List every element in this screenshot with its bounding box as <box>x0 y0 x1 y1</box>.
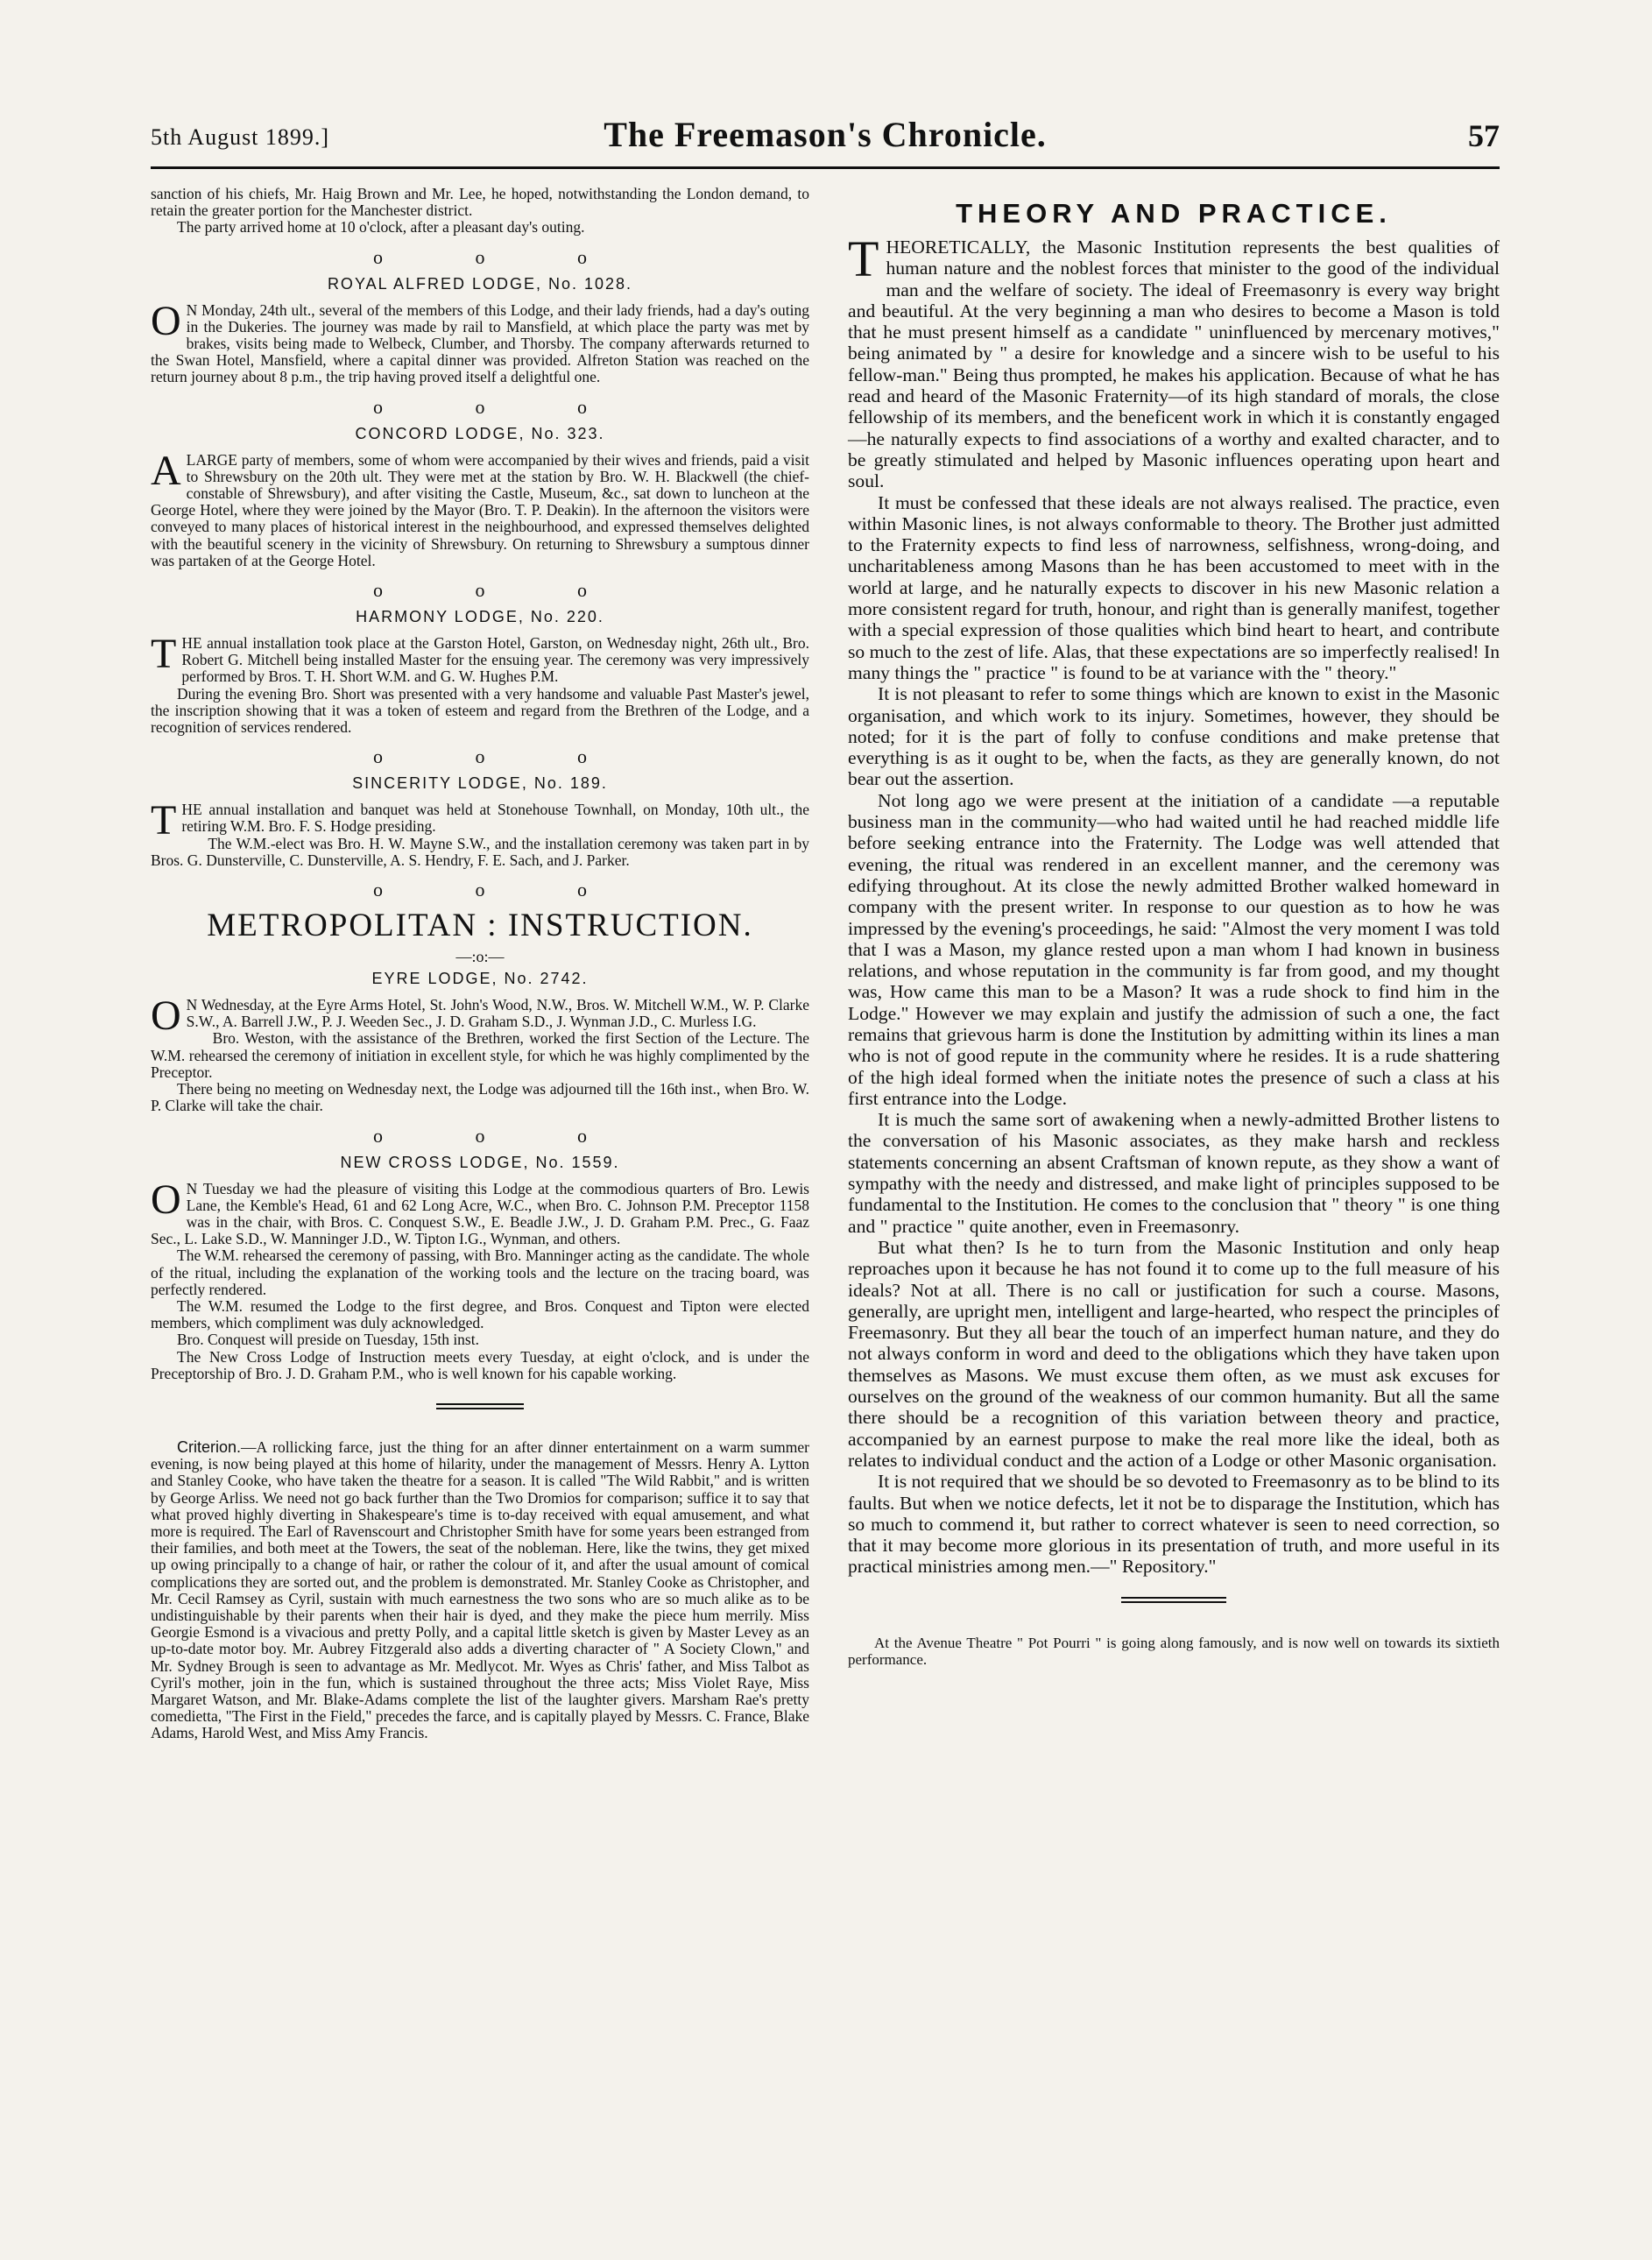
report-text: HE annual installation took place at the Garston Hotel, Garston, on Wednesday night, 26th ult., Bro. Robert G. Mitchell being installed Master for the ensuing year. The ceremony was very impressively performed by Bros. T. H. Short W.M. and G. W. Hughes P.M. <box>181 634 809 686</box>
article-paragraph: It is not pleasant to refer to some things which are known to exist in the Masonic organisation, and which work to its injury. Sometimes, however, they should be noted; for it is the part of folly to confuse conditions and make pretense that everything is as it ought to be, when the facts, as they are generally known, do not bear out the assertion. <box>848 683 1500 790</box>
eyre-report-continued: There being no meeting on Wednesday next, the Lodge was adjourned till the 16th inst., when Bro. W. P. Clarke will take the chair. <box>151 1080 809 1115</box>
publication-title: The Freemason's Chronicle. <box>604 115 1047 154</box>
report-text: LARGE party of members, some of whom were accompanied by their wives and friends, paid a visit to Shrewsbury on the 20th ult. They were met at the station by Bro. W. H. Blackwell (the chief-constable of Shrewsbury), and after visiting the Castle, Museum, &c., sat down to luncheon at the George Hotel, where they were joined by the Mayor (Bro. T. P. Deakin). In the afternoon the visitors were conveyed to many places of historical interest in the neighbourhood, and expressed themselves delighted with the beautiful scenery in the vicinity of Shrewsbury. On returning to Shrewsbury a sumptous dinner was partaken of at the George Hotel. <box>151 450 809 569</box>
eyre-report-continued: Bro. Weston, with the assistance of the Brethren, worked the first Section of the Lecture. The W.M. rehearsed the ceremony of initiation in excellent style, for which he was highly complimented by the Preceptor. <box>151 1029 809 1081</box>
lodge-heading: SINCERITY LODGE, No. 189. <box>352 774 608 793</box>
drop-cap: A <box>151 447 181 494</box>
section-separator: o o o <box>373 395 631 418</box>
review-lead: Criterion. <box>177 1437 242 1456</box>
left-column <box>151 186 809 1742</box>
section-separator: o o o <box>373 1124 631 1147</box>
section-title: METROPOLITAN : INSTRUCTION. <box>207 908 753 944</box>
new-cross-report <box>151 1176 809 1248</box>
intro-paragraph: sanction of his chiefs, Mr. Haig Brown and Mr. Lee, he hoped, notwithstanding the London demand, to retain the greater portion for the Manchester district. <box>151 185 809 220</box>
right-column <box>848 186 1500 1668</box>
section-separator: o o o <box>373 579 631 602</box>
article-title: THEORY AND PRACTICE. <box>956 198 1392 229</box>
drop-cap: T <box>151 631 177 678</box>
section-divider: —:o:— <box>455 948 505 966</box>
article-paragraph: It is not required that we should be so devoted to Freemasonry as to be blind to its faults. But when we notice defects, let it not be to disparage the Institution, which has so much to commend it, but rather to correct whatever is seen to need correction, so that it may become more glorious in its presentation of truth, and more useful in its practical ministries among men.—" Repository." <box>848 1471 1500 1578</box>
harmony-report-continued: During the evening Bro. Short was presented with a very handsome and valuable Past Master's jewel, the inscription showing that it was a token of esteem and regard from the Brethren of the Lodge, and a recognition of services rendered. <box>151 684 809 737</box>
drop-cap: T <box>151 797 177 844</box>
paragraph-text: HEORETICALLY, the Masonic Institution represents the best qualities of human nature and the noblest forces that minister to the good of the individual man and the welfare of society. The ideal of Freemasonry is every way bright and beautiful. At the very beginning a man who desires to become a Mason is told that he must present himself as a candidate " uninfluenced by mercenary motives," being animated by " a desire for knowledge and a sincere wish to be useful to his fellow-man." Being thus prompted, he makes his application. Because of what he has read and heard of the Masonic Fraternity—of its high standard of morals, the close fellowship of its members, and the beneficent work in which it is constantly engaged—he naturally expects to find associations of a worthy and exalted character, and to be greatly stimulated and helped by Masonic influences operating upon heart and soul. <box>848 237 1500 492</box>
drop-cap: T <box>848 230 879 287</box>
theatre-note: At the Avenue Theatre " Pot Pourri " is going along famously, and is now well on towards its sixtieth performance. <box>848 1634 1500 1668</box>
article-paragraph: But what then? Is he to turn from the Masonic Institution and only heap reproaches upon it because he has not found it to come up to the full measure of his ideals? Not at all. There is no call or justification for such a course. Masons, generally, are upright men, intelligent and large-hearted, who respect the principles of Freemasonry. But they all bear the touch of an imperfect human nature, and they do not always conform in word and deed to the obligations which they have taken upon themselves as Masons. We must excuse them often, as we must ask excuses for ourselves on the ground of the weakness of our common humanity. But all the same there should be a recognition of this variation between theory and practice, accompanied by an earnest purpose to make the real more like the ideal, both as relates to individual conduct and the action of a Lodge or other Masonic organisation. <box>848 1236 1500 1471</box>
lodge-heading: EYRE LODGE, No. 2742. <box>371 970 589 988</box>
drop-cap: O <box>151 992 181 1040</box>
double-rule <box>1121 1597 1226 1603</box>
eyre-report <box>151 992 809 1040</box>
article-paragraph: Not long ago we were present at the initiation of a candidate —a reputable business man in the community—who had waited until he had reached middle life before seeking entrance into the Fraternity. The Lodge was well attended that evening, the ritual was rendered in an excellent manner, and the ceremony was edifying throughout. At its close the newly admitted Brother walked homeward in company with the present writer. In response to our question as to how he was impressed by the evening's proceedings, he said: "Almost the very moment I was told that I was a Mason, my glance rested upon a man whom I had known in business relations, and whose reputation in the community is far from good, and my thought was, How came this man to be a Mason? It was a rude shock to find him in the Lodge." However we may explain and justify the admission of such a one, the fact remains that grievous harm is done the Institution by admitting within its lines a man who is not of good repute in the community where he resides. It is a rude shattering of the high ideal formed when the initiate notes the presence of such a class at his first entrance into the Lodge. <box>848 789 1500 1109</box>
report-text: N Monday, 24th ult., several of the members of this Lodge, and their lady friends, had a day's outing in the Dukeries. The journey was made by rail to Mansfield, at which place the party was met by brakes, visits being made to Welbeck, Clumber, and Thorsby. The company afterwards returned to the Swan Hotel, Mansfield, where a capital dinner was provided. Alfreton Station was reached on the return journey about 8 p.m., the trip having proved itself a delightful one. <box>151 300 809 386</box>
drop-cap: O <box>151 297 181 344</box>
criterion-review <box>151 1439 809 1742</box>
double-rule <box>436 1403 524 1409</box>
new-cross-report-continued: Bro. Conquest will preside on Tuesday, 15th inst. <box>177 1331 479 1349</box>
intro-paragraph: The party arrived home at 10 o'clock, after a pleasant day's outing. <box>177 218 585 237</box>
review-text: —A rollicking farce, just the thing for an after dinner entertainment on a warm summer evening, is now being played at this home of hilarity, under the management of Messrs. Henry A. Lytton and Stanley Cooke, who have taken the theatre for a season. It is called "The Wild Rabbit," and is written by George Arliss. We need not go back further than the Two Dromios for comparison; suffice it to say that what proved highly diverting in Shakespeare's time is to-day received with equal amusement, and what more is required. The Earl of Ravenscourt and Christopher Smith have for some years been estranged from their families, and both meet at the Towers, the seat of the nobleman. Here, like the twins, they get mixed up owing principally to a change of hair, or rather the colour of it, and after the usual amount of comical complications they are sorted out, and the problem is demonstrated. Mr. Stanley Cooke as Christopher, and Mr. Cecil Ramsey as Cyril, sustain with much earnestness the two sons who are so much alike as to be undistinguishable by their parents when their hair is dyed, and they make the piece hum merrily. Miss Georgie Esmond is a vivacious and pretty Polly, and a capital little sketch is given by Master Levey as an up-to-date motor boy. Mr. Aubrey Fitzgerald also adds a diverting character of " A Society Clown," and Mr. Sydney Brough is seen to advantage as Mr. Medlycot. Mr. Wyes as Chris' father, and Miss Talbot as Cyril's mother, join in the fun, which is sustained throughout the three acts; Miss Violet Raye, Miss Margaret Watson, and Mr. Blake-Adams complete the list of the laughter givers. Marsham Rae's pretty comedietta, "The First in the Field," precedes the farce, and is capitally played by Messrs. C. France, Blake Adams, Harold West, and Miss Amy Francis. <box>151 1437 809 1742</box>
issue-date: 5th August 1899.] <box>151 124 330 150</box>
article-paragraph <box>848 230 1500 492</box>
drop-cap: O <box>151 1176 181 1223</box>
page-number: 57 <box>1468 118 1500 153</box>
lodge-heading: HARMONY LODGE, No. 220. <box>356 608 604 626</box>
concord-report <box>151 447 809 569</box>
sincerity-report-continued: The W.M.-elect was Bro. H. W. Mayne S.W., and the installation ceremony was taken part in by Bros. G. Dunsterville, C. Dunsterville, A. S. Hendry, F. E. Sach, and J. Parker. <box>151 834 809 869</box>
new-cross-report-continued: The New Cross Lodge of Instruction meets every Tuesday, at eight o'clock, and is under the Preceptorship of Bro. J. D. Graham P.M., who is well known for his capable working. <box>151 1347 809 1382</box>
section-separator: o o o <box>373 245 631 268</box>
new-cross-report-continued: The W.M. rehearsed the ceremony of passing, with Bro. Manninger acting as the candidate. The whole of the ritual, including the explanation of the working tools and the lecture on the tracing board, was perfectly rendered. <box>151 1247 809 1298</box>
article-paragraph: It must be confessed that these ideals are not always realised. The practice, even within Masonic lines, is not always conformable to theory. The Brother just admitted to the Fraternity expects to find less of narrowness, selfishness, wrong-doing, and uncharitableness among Masons than he has been accustomed to meet with in the world at large, and he naturally expects to discover in his new Masonic relation a more consistent regard for truth, honour, and right than is generally manifest, together with a special expression of those qualities which bind heart to heart, and contribute so much to the zest of life. Alas, that these expectations are so imperfectly realised! In many things the " practice " is found to be at variance with the " theory." <box>848 491 1500 683</box>
report-text: HE annual installation and banquet was held at Stonehouse Townhall, on Monday, 10th ult., the retiring W.M. Bro. F. S. Hodge presiding. <box>181 801 809 836</box>
article-paragraph: It is much the same sort of awakening when a newly-admitted Brother listens to the conversation of his Masonic associates, as they make harsh and reckless statements concerning an absent Craftsman of known repute, as they show a want of sympathy with the needy and distressed, and make light of principles supposed to be fundamental to the Institution. He comes to the conclusion that " theory " is one thing and " practice " quite another, even in Freemasonry. <box>848 1109 1500 1237</box>
section-separator: o o o <box>373 879 631 901</box>
new-cross-report-continued: The W.M. resumed the Lodge to the first degree, and Bros. Conquest and Tipton were elected members, which compliment was duly acknowledged. <box>151 1296 809 1332</box>
masthead-rule <box>151 166 1500 169</box>
report-text: N Tuesday we had the pleasure of visiting this Lodge at the commodious quarters of Bro. Lewis Lane, the Kemble's Head, 61 and 62 Long Acre, W.C., when Bro. C. Johnson P.M. Preceptor 1158 was in the chair, with Bros. C. Conquest S.W., E. Beadle J.W., J. D. Graham P.M. Prec., G. Faaz Sec., L. Lake S.D., W. Manninger J.D., W. Tipton I.G., Wynman, and others. <box>151 1179 809 1248</box>
section-separator: o o o <box>373 745 631 768</box>
royal-alfred-report <box>151 297 809 386</box>
lodge-heading: NEW CROSS LODGE, No. 1559. <box>340 1153 620 1171</box>
sincerity-report <box>151 797 809 844</box>
lodge-heading: ROYAL ALFRED LODGE, No. 1028. <box>327 274 633 293</box>
report-text: N Wednesday, at the Eyre Arms Hotel, St. John's Wood, N.W., Bros. W. Mitchell W.M., W. P. Clarke S.W., A. Barrell J.W., P. J. Weeden Sec., J. D. Graham S.D., J. Wynman J.D., C. Murless I.G. <box>186 996 809 1031</box>
lodge-heading: CONCORD LODGE, No. 323. <box>355 424 605 442</box>
masthead <box>151 114 1500 158</box>
harmony-report <box>151 631 809 686</box>
